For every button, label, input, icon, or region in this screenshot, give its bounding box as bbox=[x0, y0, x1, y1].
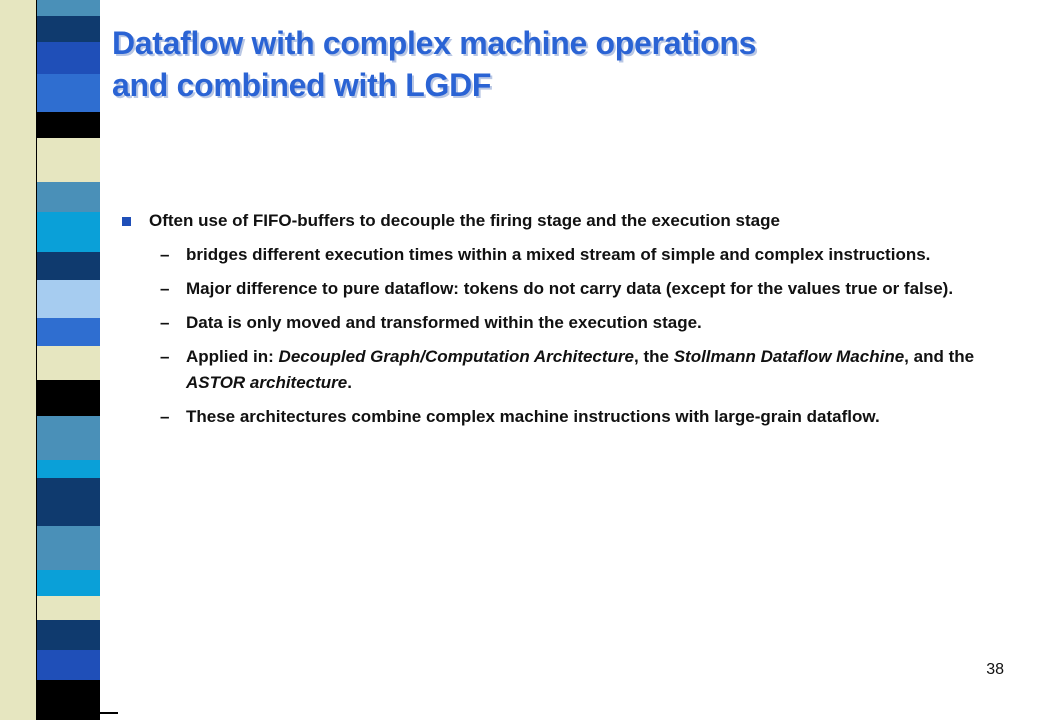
stripe-block bbox=[36, 380, 100, 416]
stripe-block bbox=[36, 182, 100, 212]
sub-bullet-text: bridges different execution times within a mixed stream of simple and complex instructions. bbox=[186, 245, 931, 264]
stripe-block bbox=[36, 650, 100, 680]
sub-bullet-item bbox=[160, 242, 980, 268]
square-bullet-icon bbox=[122, 217, 131, 226]
main-bullet bbox=[120, 208, 980, 234]
sub-bullet-text: Data is only moved and transformed within the execution stage. bbox=[186, 313, 702, 332]
stripe-block bbox=[36, 16, 100, 42]
stripe-block bbox=[36, 478, 100, 526]
stripe-block bbox=[36, 252, 100, 280]
stripe-block bbox=[36, 112, 100, 138]
sub-bullet-text bbox=[186, 344, 980, 396]
text-separator: , the bbox=[634, 347, 674, 366]
slide-body bbox=[120, 208, 980, 438]
sub-bullet-item bbox=[160, 344, 980, 396]
page-number: 38 bbox=[986, 661, 1004, 678]
slide-title bbox=[112, 22, 992, 106]
applied-in-prefix: Applied in: bbox=[186, 347, 279, 366]
title-line-1: Dataflow with complex machine operations bbox=[112, 25, 757, 61]
title-line-2: and combined with LGDF bbox=[112, 67, 492, 103]
stripe-block bbox=[36, 318, 100, 346]
architecture-name-1: Decoupled Graph/Computation Architecture bbox=[278, 347, 635, 366]
stripe-block bbox=[36, 42, 100, 74]
decorative-stripe-bar bbox=[0, 0, 120, 720]
dash-marker: – bbox=[160, 407, 170, 426]
dash-marker: – bbox=[160, 313, 170, 332]
stripe-block bbox=[36, 460, 100, 478]
sub-bullet-list bbox=[160, 242, 980, 430]
stripe-block bbox=[100, 712, 118, 714]
sub-bullet-text: Major difference to pure dataflow: tokens do not carry data (except for the values true or false). bbox=[186, 279, 954, 298]
dash-marker: – bbox=[160, 347, 170, 366]
stripe-block bbox=[36, 680, 100, 720]
stripe-block bbox=[36, 212, 100, 252]
dash-marker: – bbox=[160, 279, 170, 298]
stripe-block bbox=[36, 570, 100, 596]
stripe-block bbox=[0, 0, 36, 720]
stripe-block bbox=[36, 74, 100, 112]
stripe-block bbox=[36, 416, 100, 460]
sub-bullet-item bbox=[160, 404, 980, 430]
main-bullet-text: Often use of FIFO-buffers to decouple the firing stage and the execution stage bbox=[149, 211, 780, 230]
stripe-block bbox=[36, 596, 100, 620]
stripe-block bbox=[36, 138, 100, 182]
sub-bullet-item bbox=[160, 276, 980, 302]
stripe-block bbox=[36, 0, 100, 16]
stripe-block bbox=[36, 346, 100, 380]
stripe-divider bbox=[36, 0, 37, 720]
stripe-block bbox=[36, 620, 100, 650]
architecture-name-3: ASTOR architecture bbox=[186, 373, 348, 392]
sentence-end: . bbox=[347, 373, 352, 392]
sub-bullet-item bbox=[160, 310, 980, 336]
architecture-name-2: Stollmann Dataflow Machine bbox=[673, 347, 905, 366]
dash-marker: – bbox=[160, 245, 170, 264]
text-separator: , and the bbox=[904, 347, 975, 366]
stripe-block bbox=[36, 526, 100, 570]
sub-bullet-text: These architectures combine complex machine instructions with large-grain dataflow. bbox=[186, 407, 880, 426]
stripe-block bbox=[36, 280, 100, 318]
